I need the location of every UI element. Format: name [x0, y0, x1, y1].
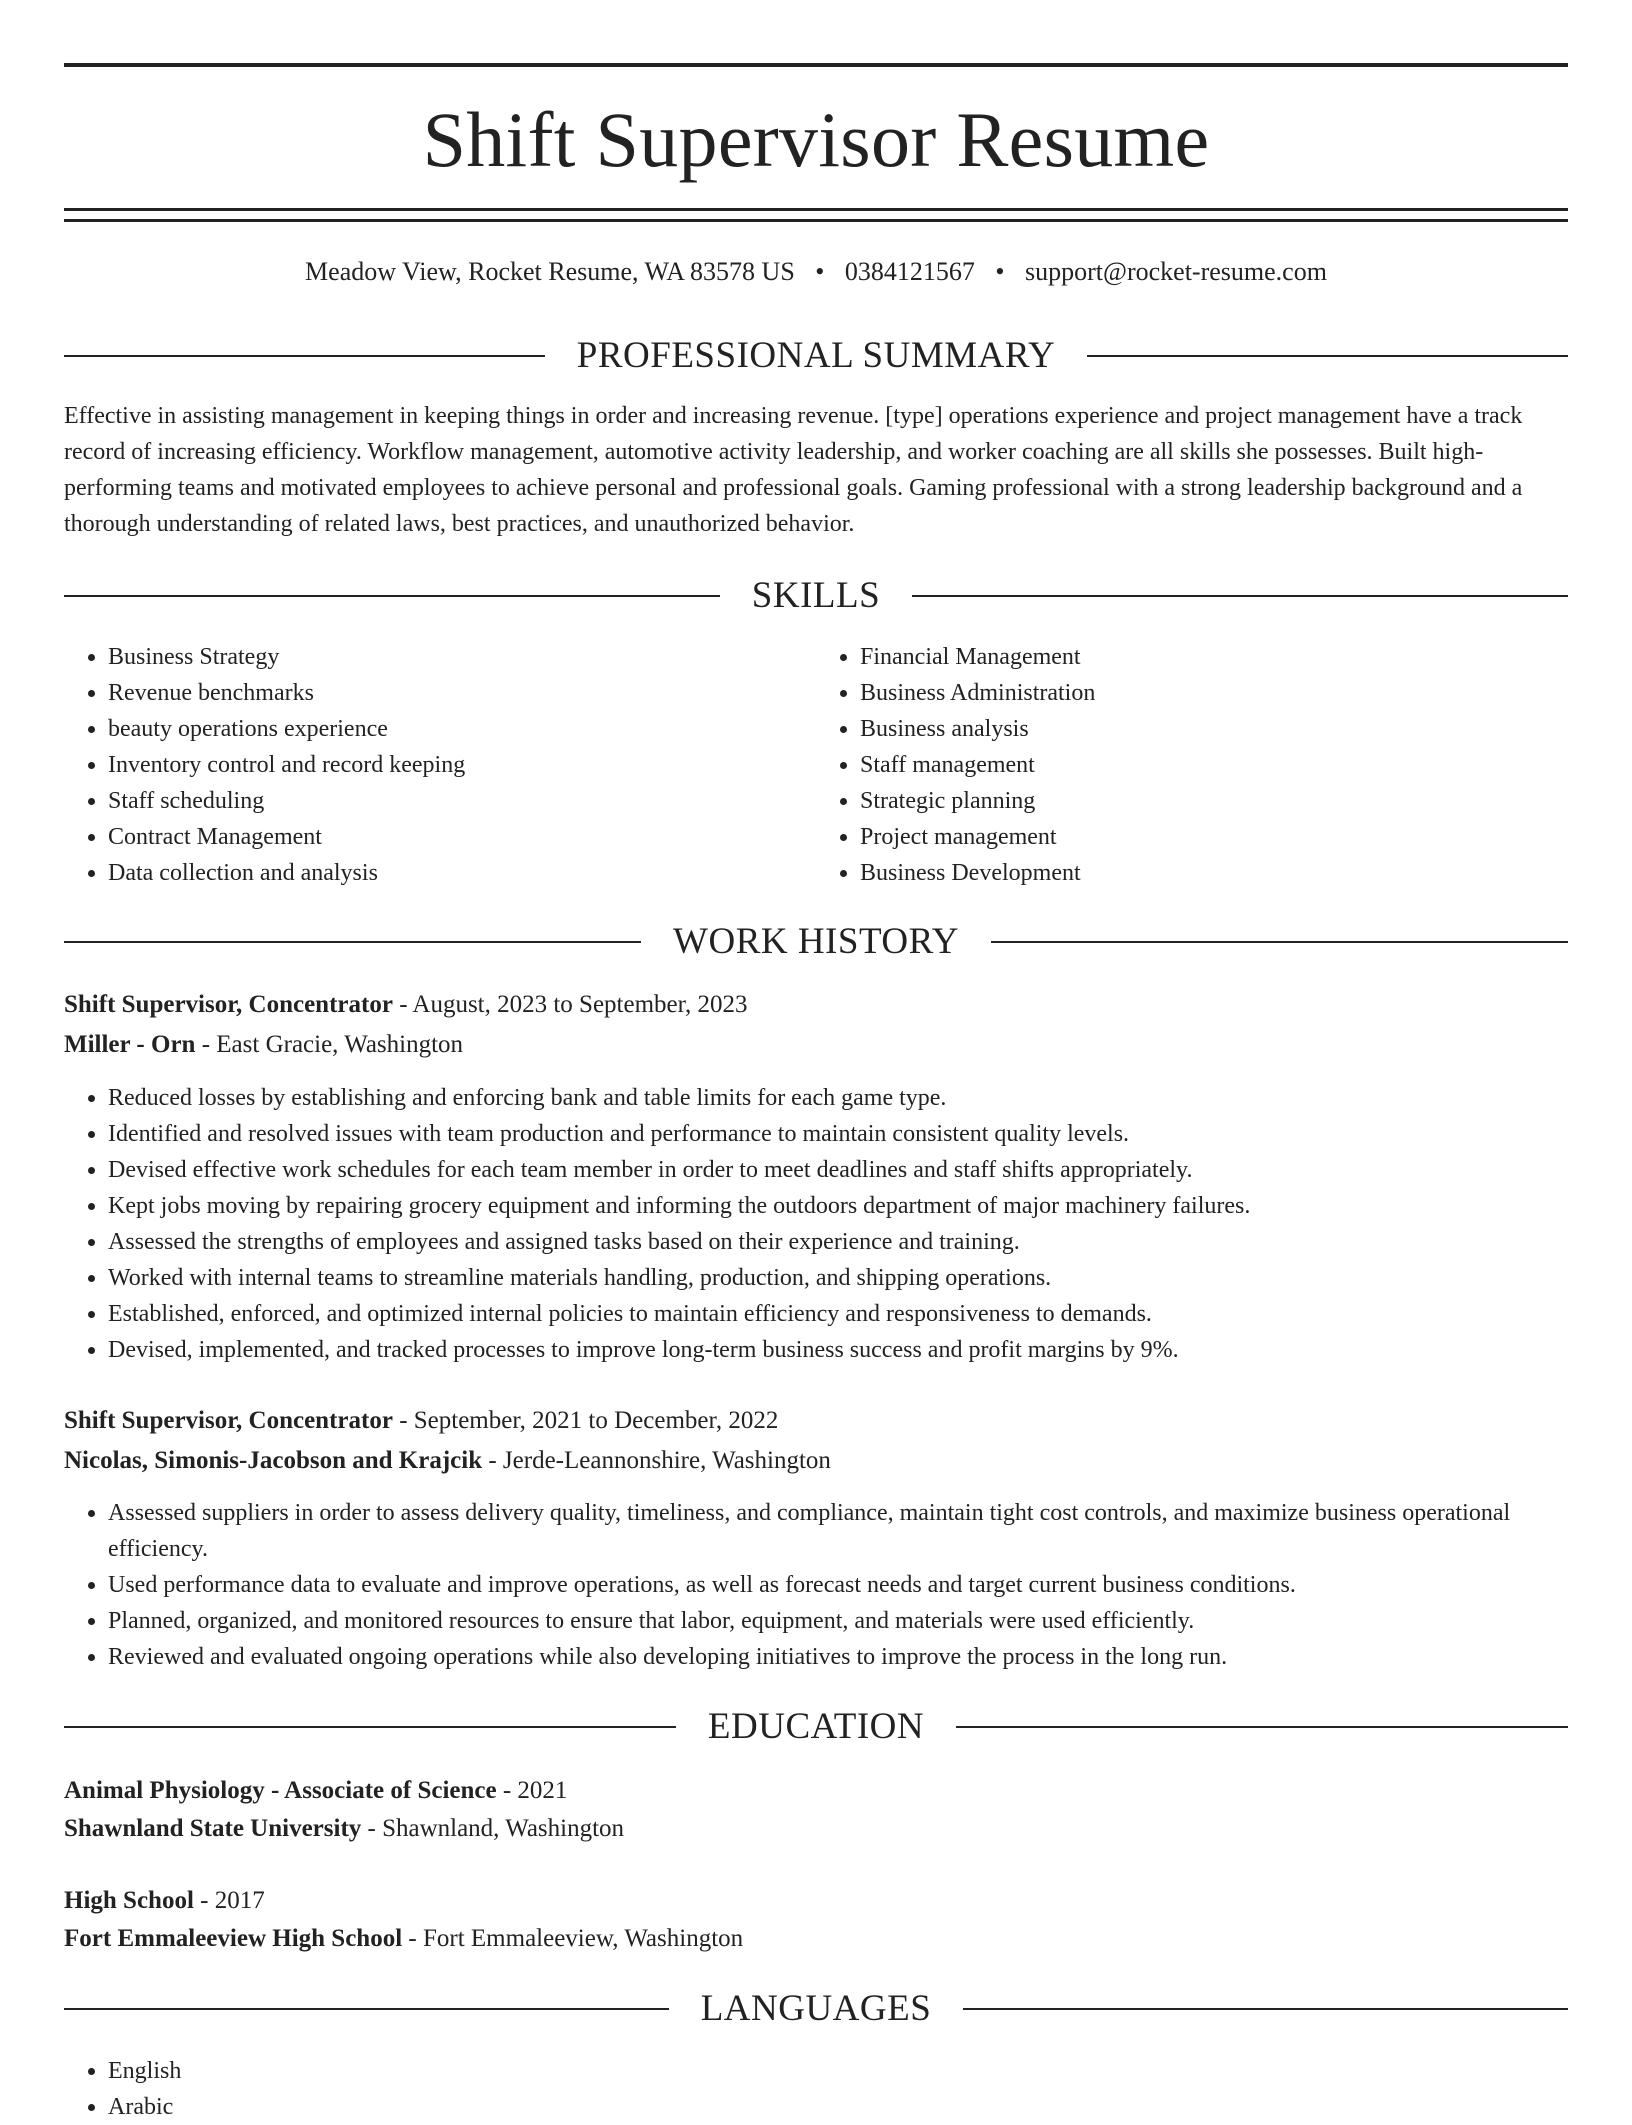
job-dates: - September, 2021 to December, 2022	[392, 1407, 779, 1434]
job-bullet: • Planned, organized, and monitored resources to ensure that labor, equipment, and materials were used efficiently.	[108, 1603, 1568, 1639]
job-bullet: • Reviewed and evaluated ongoing operations while also developing initiatives to improve the process in the long run.	[108, 1639, 1568, 1675]
education-year: - 2017	[193, 1887, 265, 1914]
job-bullet: • Worked with internal teams to streamline materials handling, production, and shipping operations.	[108, 1260, 1568, 1296]
language-item: • English	[108, 2053, 1568, 2089]
education-school: Fort Emmaleeview High School	[64, 1925, 403, 1952]
education-degree-line	[64, 1771, 1568, 1811]
title-double-rule	[64, 208, 1568, 222]
contact-phone[interactable]: 0384121567	[844, 257, 975, 286]
skill-item: • Project management	[860, 819, 1568, 855]
education-location: - Shawnland, Washington	[361, 1815, 625, 1842]
contact-address: Meadow View, Rocket Resume, WA 83578 US	[305, 257, 795, 286]
heading-rule	[963, 2008, 1568, 2010]
section-title: LANGUAGES	[700, 1988, 932, 2029]
heading-rule	[64, 941, 641, 943]
job-location: - Jerde-Leannonshire, Washington	[482, 1447, 831, 1474]
education-degree: High School	[64, 1887, 194, 1914]
skills-list	[64, 639, 1568, 891]
job-bullet: • Kept jobs moving by repairing grocery equipment and informing the outdoors department of major machinery failures.	[108, 1188, 1568, 1224]
section-heading-education	[64, 1705, 1568, 1749]
job-title: Shift Supervisor, Concentrator	[64, 1407, 393, 1434]
job-company: Nicolas, Simonis-Jacobson and Krajcik	[64, 1447, 483, 1474]
education-school: Shawnland State University	[64, 1815, 362, 1842]
section-title: PROFESSIONAL SUMMARY	[576, 335, 1056, 376]
job-company-line	[64, 1025, 1568, 1065]
job-bullet: • Established, enforced, and optimized internal policies to maintain efficiency and responsiveness to demands.	[108, 1296, 1568, 1332]
job-bullet: • Reduced losses by establishing and enforcing bank and table limits for each game type.	[108, 1080, 1568, 1116]
skill-item: • Revenue benchmarks	[108, 675, 816, 711]
job-title-line	[64, 985, 1568, 1025]
skill-item: • Business Administration	[860, 675, 1568, 711]
skill-item: • Strategic planning	[860, 783, 1568, 819]
heading-rule	[1087, 355, 1568, 357]
education-degree-line	[64, 1881, 1568, 1921]
section-heading-skills	[64, 574, 1568, 618]
heading-rule	[912, 595, 1568, 597]
job-bullet: • Assessed the strengths of employees and assigned tasks based on their experience and training.	[108, 1224, 1568, 1260]
job-bullet: • Devised effective work schedules for each team member in order to meet deadlines and staff shifts appropriately.	[108, 1152, 1568, 1188]
skill-item: • Financial Management	[860, 639, 1568, 675]
contact-line	[64, 252, 1568, 292]
skill-item: • Staff scheduling	[108, 783, 816, 819]
contact-separator: •	[995, 257, 1005, 286]
skills-column-left	[64, 639, 816, 891]
skill-item: • Data collection and analysis	[108, 855, 816, 891]
job-title-line	[64, 1401, 1568, 1441]
skill-item: • Staff management	[860, 747, 1568, 783]
skill-item: • Inventory control and record keeping	[108, 747, 816, 783]
contact-email[interactable]: support@rocket-resume.com	[1025, 257, 1327, 286]
skill-item: • Contract Management	[108, 819, 816, 855]
section-heading-languages	[64, 1987, 1568, 2031]
job-company-line	[64, 1441, 1568, 1481]
job-location: - East Gracie, Washington	[195, 1031, 464, 1058]
skill-item: • Business analysis	[860, 711, 1568, 747]
education-school-line	[64, 1919, 1568, 1959]
education-location: - Fort Emmaleeview, Washington	[402, 1925, 744, 1952]
top-rule	[64, 63, 1568, 67]
section-title: EDUCATION	[707, 1706, 925, 1747]
job-bullet: • Used performance data to evaluate and improve operations, as well as forecast needs and target current business conditions.	[108, 1567, 1568, 1603]
heading-rule	[64, 1726, 676, 1728]
languages-list	[64, 2053, 1568, 2125]
job-bullet: • Identified and resolved issues with team production and performance to maintain consistent quality levels.	[108, 1116, 1568, 1152]
job-bullets	[64, 1495, 1568, 1675]
contact-separator: •	[815, 257, 825, 286]
summary-text: Effective in assisting management in keeping things in order and increasing revenue. [type] operations experience and project management have a track record of increasing efficiency. Workflow management, automotive activity leadership, and worker coaching are all skills she possesses. Built high-performing teams and motivated employees to achieve personal and professional goals. Gaming professional with a strong leadership background and a thorough understanding of related laws, best practices, and unauthorized behavior.	[64, 403, 1523, 537]
job-bullets	[64, 1080, 1568, 1368]
education-year: - 2021	[496, 1777, 568, 1804]
job-dates: - August, 2023 to September, 2023	[392, 991, 748, 1018]
job-company: Miller - Orn	[64, 1031, 196, 1058]
skills-column-right	[816, 639, 1568, 891]
heading-rule	[64, 355, 545, 357]
job-bullet: • Assessed suppliers in order to assess delivery quality, timeliness, and compliance, maintain tight cost controls, and maximize business operational efficiency.	[108, 1495, 1568, 1567]
page-title: Shift Supervisor Resume	[422, 96, 1210, 183]
section-heading-work	[64, 920, 1568, 964]
heading-rule	[956, 1726, 1568, 1728]
job-bullet: • Devised, implemented, and tracked processes to improve long-term business success and profit margins by 9%.	[108, 1332, 1568, 1368]
heading-rule	[64, 2008, 669, 2010]
job-title: Shift Supervisor, Concentrator	[64, 991, 393, 1018]
education-school-line	[64, 1809, 1568, 1849]
section-title: WORK HISTORY	[673, 921, 959, 962]
skill-item: • Business Development	[860, 855, 1568, 891]
heading-rule	[64, 595, 720, 597]
education-degree: Animal Physiology - Associate of Science	[64, 1777, 497, 1804]
heading-rule	[991, 941, 1568, 943]
section-heading-summary	[64, 334, 1568, 378]
section-title: SKILLS	[751, 575, 881, 616]
skill-item: • Business Strategy	[108, 639, 816, 675]
language-item: • Arabic	[108, 2089, 1568, 2125]
skill-item: • beauty operations experience	[108, 711, 816, 747]
